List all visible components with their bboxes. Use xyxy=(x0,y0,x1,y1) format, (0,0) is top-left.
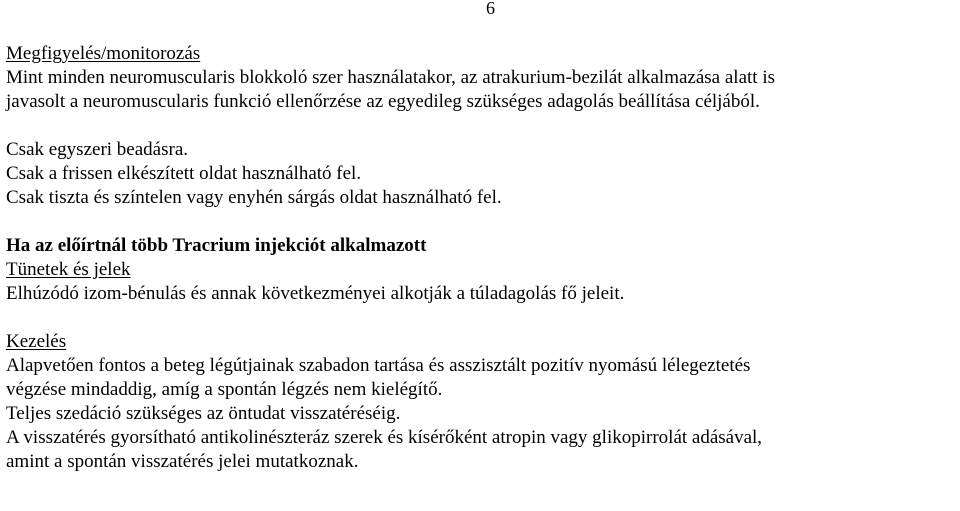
treatment-line-4: A visszatérés gyorsítható antikolinészteráz szerek és kísérőként atropin vagy glikopirrolát adásával, xyxy=(6,427,763,448)
treatment-line-1: Alapvetően fontos a beteg légútjainak szabadon tartása és asszisztált pozitív nyomású lélegeztetés xyxy=(6,355,751,376)
treatment-line-2: végzése mindaddig, amíg a spontán légzés nem kielégítő. xyxy=(6,379,443,400)
monitoring-line-1: Mint minden neuromuscularis blokkoló szer használatakor, az atrakurium-bezilát alkalmazása alatt is xyxy=(6,67,775,88)
spacer xyxy=(6,306,956,330)
monitoring-heading: Megfigyelés/monitorozás xyxy=(6,43,201,64)
spacer xyxy=(6,210,956,234)
usage-note-fresh-solution: Csak a frissen elkészített oldat használható fel. xyxy=(6,163,362,184)
page-number: 6 xyxy=(486,0,495,18)
treatment-line-3: Teljes szedáció szükséges az öntudat visszatéréséig. xyxy=(6,403,401,424)
treatment-line-5: amint a spontán visszatérés jelei mutatkoznak. xyxy=(6,451,359,472)
treatment-heading: Kezelés xyxy=(6,331,67,352)
document-body xyxy=(6,42,956,474)
symptoms-text: Elhúzódó izom-bénulás és annak következményei alkotják a túladagolás fő jeleit. xyxy=(6,283,625,304)
usage-note-clear-solution: Csak tiszta és színtelen vagy enyhén sárgás oldat használható fel. xyxy=(6,187,502,208)
overdose-heading: Ha az előírtnál több Tracrium injekciót alkalmazott xyxy=(6,235,427,256)
symptoms-heading: Tünetek és jelek xyxy=(6,259,131,280)
spacer xyxy=(6,114,956,138)
monitoring-line-2: javasolt a neuromuscularis funkció ellenőrzése az egyedileg szükséges adagolás beállítása céljából. xyxy=(6,91,760,112)
usage-note-single-dose: Csak egyszeri beadásra. xyxy=(6,139,189,160)
